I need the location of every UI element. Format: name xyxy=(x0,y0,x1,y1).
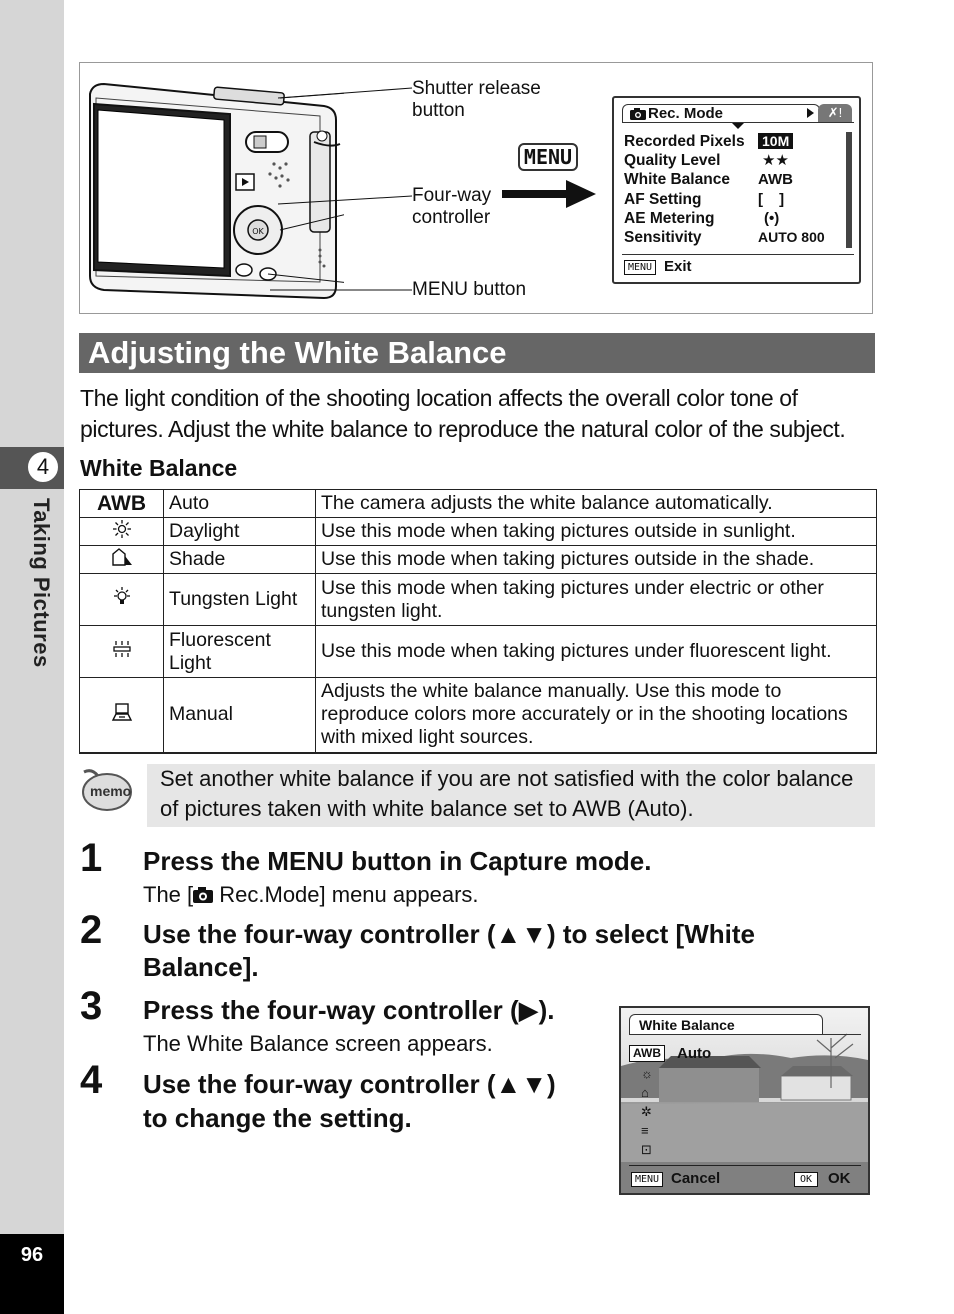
callout-menu-button: MENU button xyxy=(412,279,527,300)
mode-name: Manual xyxy=(164,678,316,753)
mode-description: Use this mode when taking pictures under electric or other tungsten light. xyxy=(316,574,877,626)
table-row xyxy=(80,626,877,678)
camera-icon xyxy=(630,108,646,120)
mode-description: Adjusts the white balance manually. Use this mode to reproduce colors more accurately or in the shooting locations with mixed light sources. xyxy=(316,678,877,753)
menu-row-label: AF Setting xyxy=(624,190,702,208)
menu-row-value: ★★ xyxy=(762,152,789,170)
table-row xyxy=(80,574,877,626)
wb-selected-label: Auto xyxy=(677,1045,712,1062)
rec-mode-menu-screen xyxy=(612,96,861,284)
table-row xyxy=(80,518,877,546)
mode-name: Auto xyxy=(164,490,316,518)
menu-key-icon: MENU xyxy=(624,260,656,275)
callout-fourway: Four-way controller xyxy=(412,185,492,228)
step-instruction: Balance]. xyxy=(143,952,259,982)
white-balance-screen xyxy=(619,1006,870,1195)
step-result: The White Balance screen appears. xyxy=(143,1031,493,1056)
menu-scrollbar xyxy=(846,132,852,248)
menu-row-value: 10M xyxy=(758,133,793,149)
menu-row-label: Quality Level xyxy=(624,152,721,170)
step-instruction: to change the setting. xyxy=(143,1103,412,1133)
fluorescent-icon xyxy=(80,626,164,678)
step-number: 3 xyxy=(80,984,103,1028)
mode-description: The camera adjusts the white balance automatically. xyxy=(316,490,877,518)
menu-tab-divider xyxy=(622,122,854,123)
step-instruction: Use the four-way controller (▲▼) xyxy=(143,1069,556,1099)
shade-icon xyxy=(80,546,164,574)
memo-icon-label: memo xyxy=(90,783,132,799)
wb-option-tungsten-icon[interactable]: ✲ xyxy=(641,1104,652,1119)
ok-button[interactable]: OK xyxy=(828,1170,851,1187)
setup-tab-icon: ✗ǃ xyxy=(818,104,852,122)
tungsten-icon xyxy=(80,574,164,626)
callout-lines xyxy=(250,86,415,296)
table-row xyxy=(80,490,877,518)
menu-row-label: Sensitivity xyxy=(624,229,702,247)
arrow-right-icon xyxy=(500,178,600,210)
memo-text: Set another white balance if you are not satisfied with the color balance of pictures taken with white balance set to AWB (Auto). xyxy=(160,766,854,821)
menu-key-icon: MENU xyxy=(631,1172,663,1187)
wb-option-daylight-icon[interactable]: ☼ xyxy=(641,1066,653,1081)
mode-name: Fluorescent Light xyxy=(164,626,316,678)
mode-description: Use this mode when taking pictures outside in the shade. xyxy=(316,546,877,574)
svg-text:OK: OK xyxy=(252,227,264,236)
wb-screen-title: White Balance xyxy=(639,1017,735,1033)
step-number: 2 xyxy=(80,908,103,952)
ok-key-icon: OK xyxy=(794,1172,818,1187)
mode-description: Use this mode when taking pictures outside in sunlight. xyxy=(316,518,877,546)
mode-name: Shade xyxy=(164,546,316,574)
mode-name: Daylight xyxy=(164,518,316,546)
awb-icon: AWB xyxy=(80,490,164,518)
step-number: 1 xyxy=(80,836,103,880)
step-instruction: Press the MENU button in Capture mode. xyxy=(143,846,652,876)
menu-row-label: Recorded Pixels xyxy=(624,133,745,150)
chapter-number: 4 xyxy=(26,450,60,484)
menu-footer-divider xyxy=(622,254,854,255)
wb-title-divider xyxy=(629,1034,861,1035)
step-result: The [ Rec.Mode] menu appears. xyxy=(143,882,479,907)
table-row xyxy=(80,678,877,753)
cancel-button[interactable]: Cancel xyxy=(671,1170,721,1187)
intro-paragraph: The light condition of the shooting location affects the overall color tone of pictures. Adjust the white balance to reproduce the natural color of the subject. xyxy=(80,385,846,442)
menu-row-value: [ ] xyxy=(758,190,791,208)
step-instruction: Use the four-way controller (▲▼) to select [White xyxy=(143,919,755,949)
table-title: White Balance xyxy=(80,455,238,481)
menu-row-value: AWB xyxy=(758,171,793,189)
wb-footer-divider xyxy=(629,1165,861,1166)
menu-row-value: AUTO 800 xyxy=(758,229,825,246)
white-balance-table xyxy=(79,489,877,754)
manual-icon xyxy=(80,678,164,753)
table-row xyxy=(80,546,877,574)
mode-name: Tungsten Light xyxy=(164,574,316,626)
scroll-up-marker-icon xyxy=(732,123,744,129)
wb-selected-awb-icon[interactable]: AWB xyxy=(629,1045,665,1062)
step-instruction: Press the four-way controller (▶). xyxy=(143,995,555,1025)
menu-row-label: AE Metering xyxy=(624,209,715,227)
menu-tab-label: Rec. Mode xyxy=(648,105,724,122)
menu-exit-label: Exit xyxy=(664,258,692,275)
camera-icon xyxy=(193,887,213,903)
mode-description: Use this mode when taking pictures under fluorescent light. xyxy=(316,626,877,678)
chapter-title: Taking Pictures xyxy=(29,498,54,668)
daylight-icon xyxy=(80,518,164,546)
menu-row-label: White Balance xyxy=(624,171,730,189)
wb-option-shade-icon[interactable]: ⌂ xyxy=(641,1085,649,1100)
page-number: 96 xyxy=(20,1244,44,1266)
menu-row-value: (•) xyxy=(764,209,780,227)
menu-key-badge: MENU xyxy=(518,143,578,171)
wb-option-manual-icon[interactable]: ⊡ xyxy=(641,1142,652,1157)
step-number: 4 xyxy=(80,1058,103,1102)
callout-shutter: Shutter release button xyxy=(412,78,541,121)
section-heading: Adjusting the White Balance xyxy=(88,335,507,370)
tab-right-arrow-icon xyxy=(807,108,814,118)
wb-option-fluorescent-icon[interactable]: ≡ xyxy=(641,1123,649,1138)
